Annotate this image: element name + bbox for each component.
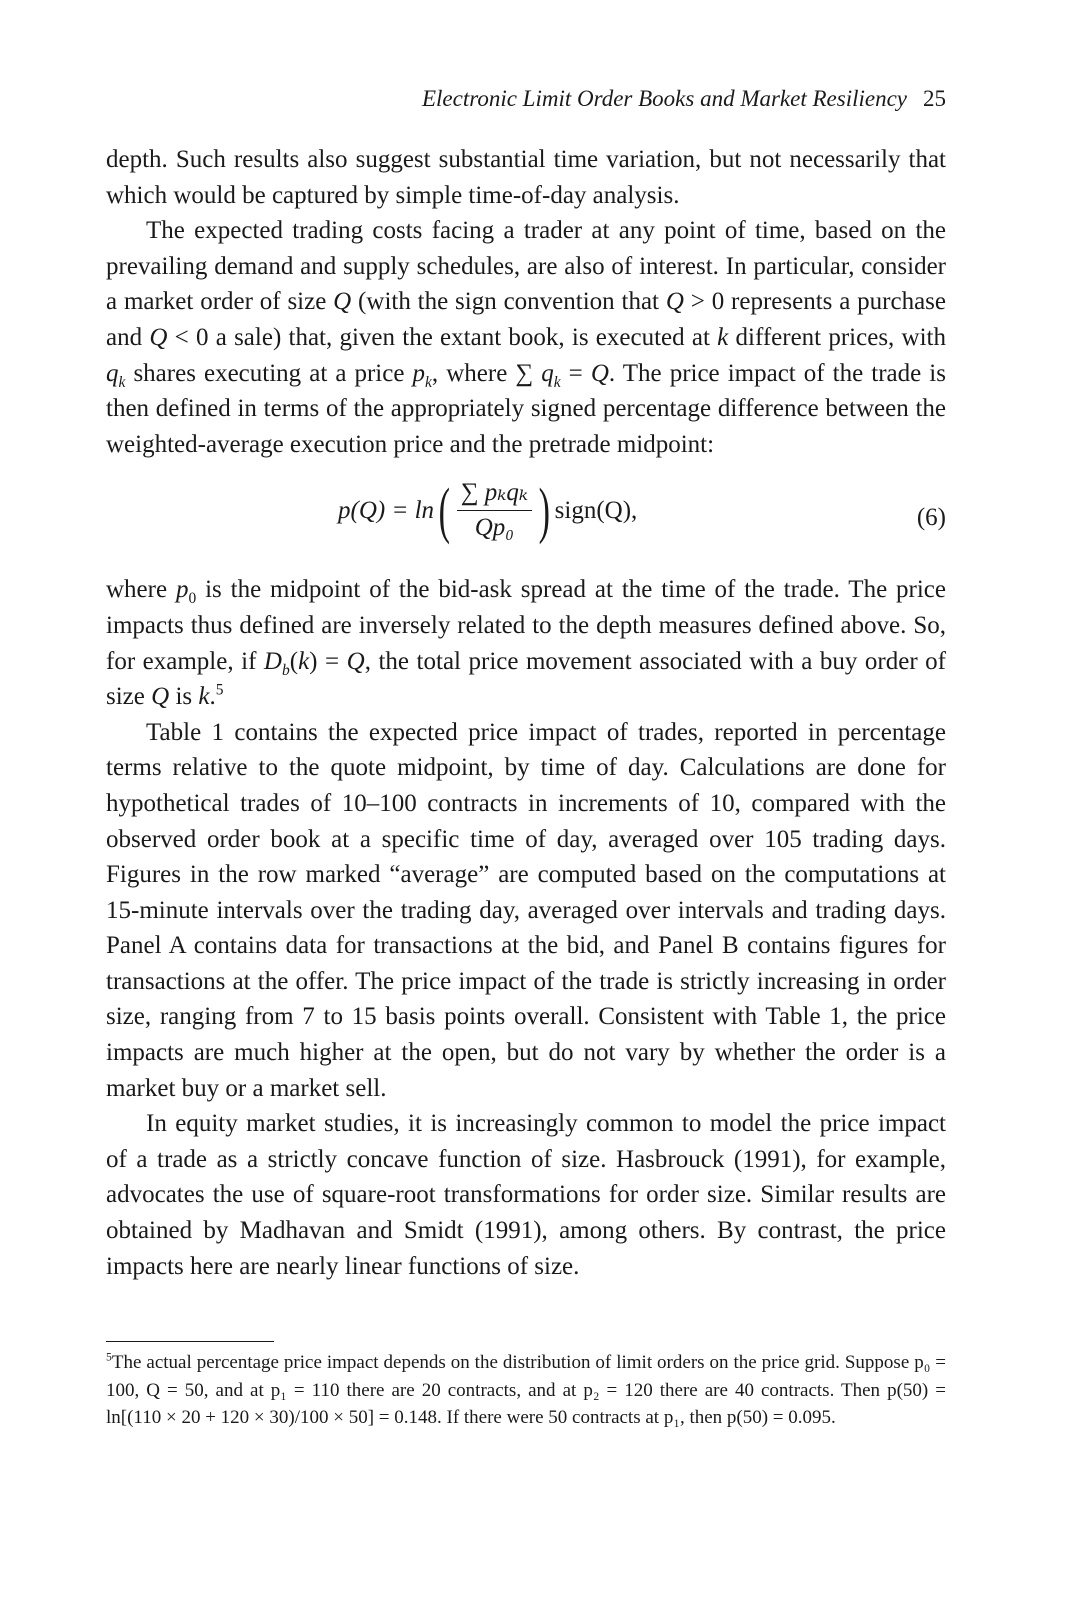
running-header — [106, 86, 946, 112]
footnote-rule — [106, 1341, 274, 1342]
equation-rhs: sign(Q), — [554, 497, 638, 525]
equation-lhs: p(Q) = ln — [338, 497, 435, 525]
equation-number: (6) — [916, 504, 946, 532]
fraction-denominator: Qp₀ — [474, 514, 514, 542]
paragraph-5: In equity market studies, it is increasingly common to model the price impact of a trade as a strictly concave function of size. Hasbrouck (1991), for example, advocates the use of square-root transformations for order size. Similar results are obtained by Madhavan and Smidt (1991), among others. By contrast, the price impacts here are nearly linear functions of size. — [106, 1110, 946, 1280]
left-paren: ( — [438, 476, 451, 545]
equation-fraction — [457, 478, 532, 543]
fraction-numerator: ∑ pₖqₖ — [457, 478, 532, 511]
paragraph-1: depth. Such results also suggest substantial time variation, but not necessarily that which would be captured by simple time-of-day analysis. — [106, 146, 946, 209]
paragraph-3: where $p_0$ is the midpoint of the bid-ask spread at the time of the trade. The price impacts thus defined are inversely related to the depth measures defined above. So, for example, if $D_b(k) = Q$, the total price movement associated with a buy order of size Q is k.$^5$ — [106, 576, 947, 711]
footnote-text: The actual percentage price impact depends on the distribution of limit orders on the price grid. Suppose p₀ = 100, Q = 50, and at p₁ = 110 there are 20 contracts, and at p₂ = 120 there are 40 contracts. Then p(50) = ln[(110 × 20 + 120 × 30)/100 × 50] = 0.148. If there were 50 contracts at p₁, then p(50) = 0.095. — [106, 1352, 946, 1428]
page-number: 25 — [923, 86, 946, 111]
running-title: Electronic Limit Order Books and Market Resiliency — [421, 86, 907, 111]
footnote-ref[interactable]: 5 — [215, 681, 224, 699]
footnote-5 — [106, 1349, 946, 1432]
paragraph-2: The expected trading costs facing a trader at any point of time, based on the prevailing demand and supply schedules, are also of interest. In particular, consider a market order of size Q (with the sign convention that Q > 0 represents a purchase and Q < 0 a sale) that, given the extant book, is executed at k different prices, with $q_k$ shares executing at a price $p_k$, where ∑ $q_k = Q$. The price impact of the trade is then defined in terms of the appropriately signed percentage difference between the weighted-average execution price and the pretrade midpoint: — [106, 217, 946, 458]
paragraph-4: Table 1 contains the expected price impact of trades, reported in percentage terms relative to the quote midpoint, by time of day. Calculations are done for hypothetical trades of 10–100 contracts in increments of 10, compared with the observed order book at a specific time of day, averaged over 105 trading days. Figures in the row marked “average” are computed based on the computations at 15-minute intervals over the trading day, averaged over intervals and trading days. Panel A contains data for transactions at the bid, and Panel B contains figures for transactions at the offer. The price impact of the trade is strictly increasing in order size, ranging from 7 to 15 basis points overall. Consistent with Table 1, the price impacts are much higher at the open, but do not vary by whether the order is a market buy or a market sell. — [106, 718, 946, 1102]
equation-6 — [106, 472, 946, 564]
main-text — [106, 142, 946, 1284]
right-paren: ) — [538, 476, 551, 545]
footnote-mark: 5 — [106, 1350, 112, 1364]
